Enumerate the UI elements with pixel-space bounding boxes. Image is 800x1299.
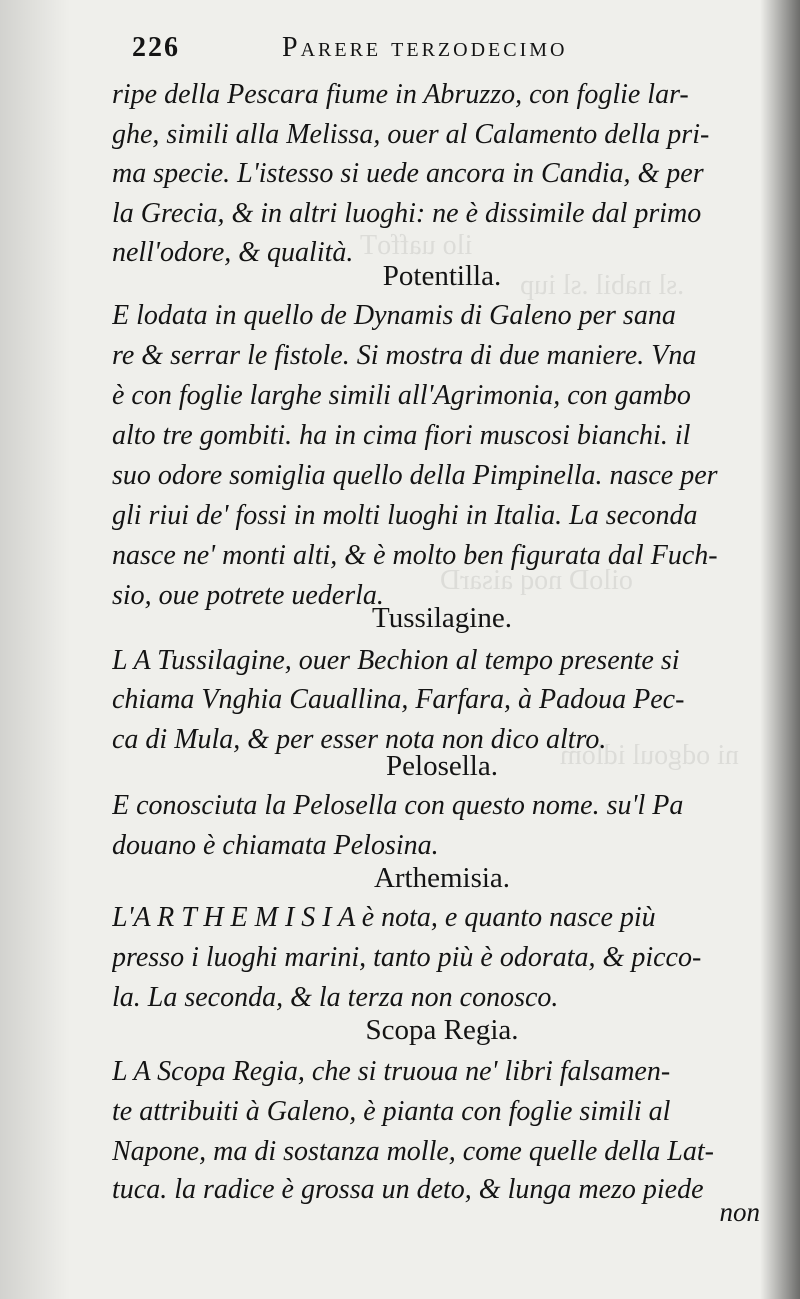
text-line: suo odore somiglia quello della Pimpinella. nasce per [112,460,718,491]
bleed-through-decoration: ni odgoul idlom [560,740,739,771]
text-line: Napone, ma di sostanza molle, come quelle della Lat- [112,1136,714,1167]
text-line: tuca. la radice è grossa un deto, & lunga mezo piede [112,1174,704,1205]
text-line: nasce ne' monti alti, & è molto ben figurata dal Fuch- [112,540,718,571]
text-line: L A Scopa Regia, che si truoua ne' libri falsamen- [112,1056,671,1087]
text-line: sio, oue potrete uederla. [112,580,384,611]
text-line: E conosciuta la Pelosella con questo nome. su'l Pa [112,790,684,821]
page-number: 226 [132,32,180,63]
text-line: te attribuiti à Galeno, è pianta con foglie simili al [112,1096,671,1127]
text-line: è con foglie larghe simili all'Agrimonia, con gambo [112,380,691,411]
text-line: alto tre gombiti. ha in cima fiori muscosi bianchi. il [112,420,691,451]
section-heading: Scopa Regia. [365,1014,519,1046]
running-header [132,32,692,72]
text-line: chiama Vnghia Cauallina, Farfara, à Padoua Pec- [112,684,685,715]
text-line: re & serrar le fistole. Si mostra di due maniere. Vna [112,340,697,371]
section-heading: Arthemisia. [373,862,511,894]
bleed-through-decoration: .sl nabil .sl iup [520,270,685,301]
bleed-through-decoration: oiloD noq aisarD [440,565,633,596]
section-heading: Potentilla. [382,260,502,292]
text-line: L'A R T H E M I S I A è nota, e quanto nasce più [112,902,656,933]
bleed-through-decoration: ilo uaffoT [360,230,473,261]
text-line: ghe, simili alla Melissa, ouer al Calamento della pri- [112,119,710,150]
text-line: gli riui de' fossi in molti luoghi in Italia. La seconda [112,500,698,531]
text-line: L A Tussilagine, ouer Bechion al tempo presente si [112,645,680,676]
catchword: non [719,1197,760,1227]
text-line: ca di Mula, & per esser nota non dico altro. [112,724,607,755]
text-line: la. La seconda, & la terza non conosco. [112,982,559,1013]
text-line: nell'odore, & qualità. [112,237,354,268]
text-line: ripe della Pescara fiume in Abruzzo, con foglie lar- [112,79,689,110]
text-line: presso i luoghi marini, tanto più è odorata, & picco- [112,942,702,973]
section-heading: Pelosella. [386,750,498,782]
section-heading: Tussilagine. [372,602,512,634]
text-line: la Grecia, & in altri luoghi: ne è dissimile dal primo [112,198,702,229]
text-line: douano è chiamata Pelosina. [112,830,439,861]
running-title: Parere terzodecimo [282,32,568,63]
page-edge-shadow [760,0,800,1299]
text-line: E lodata in quello de Dynamis di Galeno per sana [112,300,676,331]
gutter-shadow [0,0,70,1299]
text-line: ma specie. L'istesso si uede ancora in Candia, & per [112,158,704,189]
